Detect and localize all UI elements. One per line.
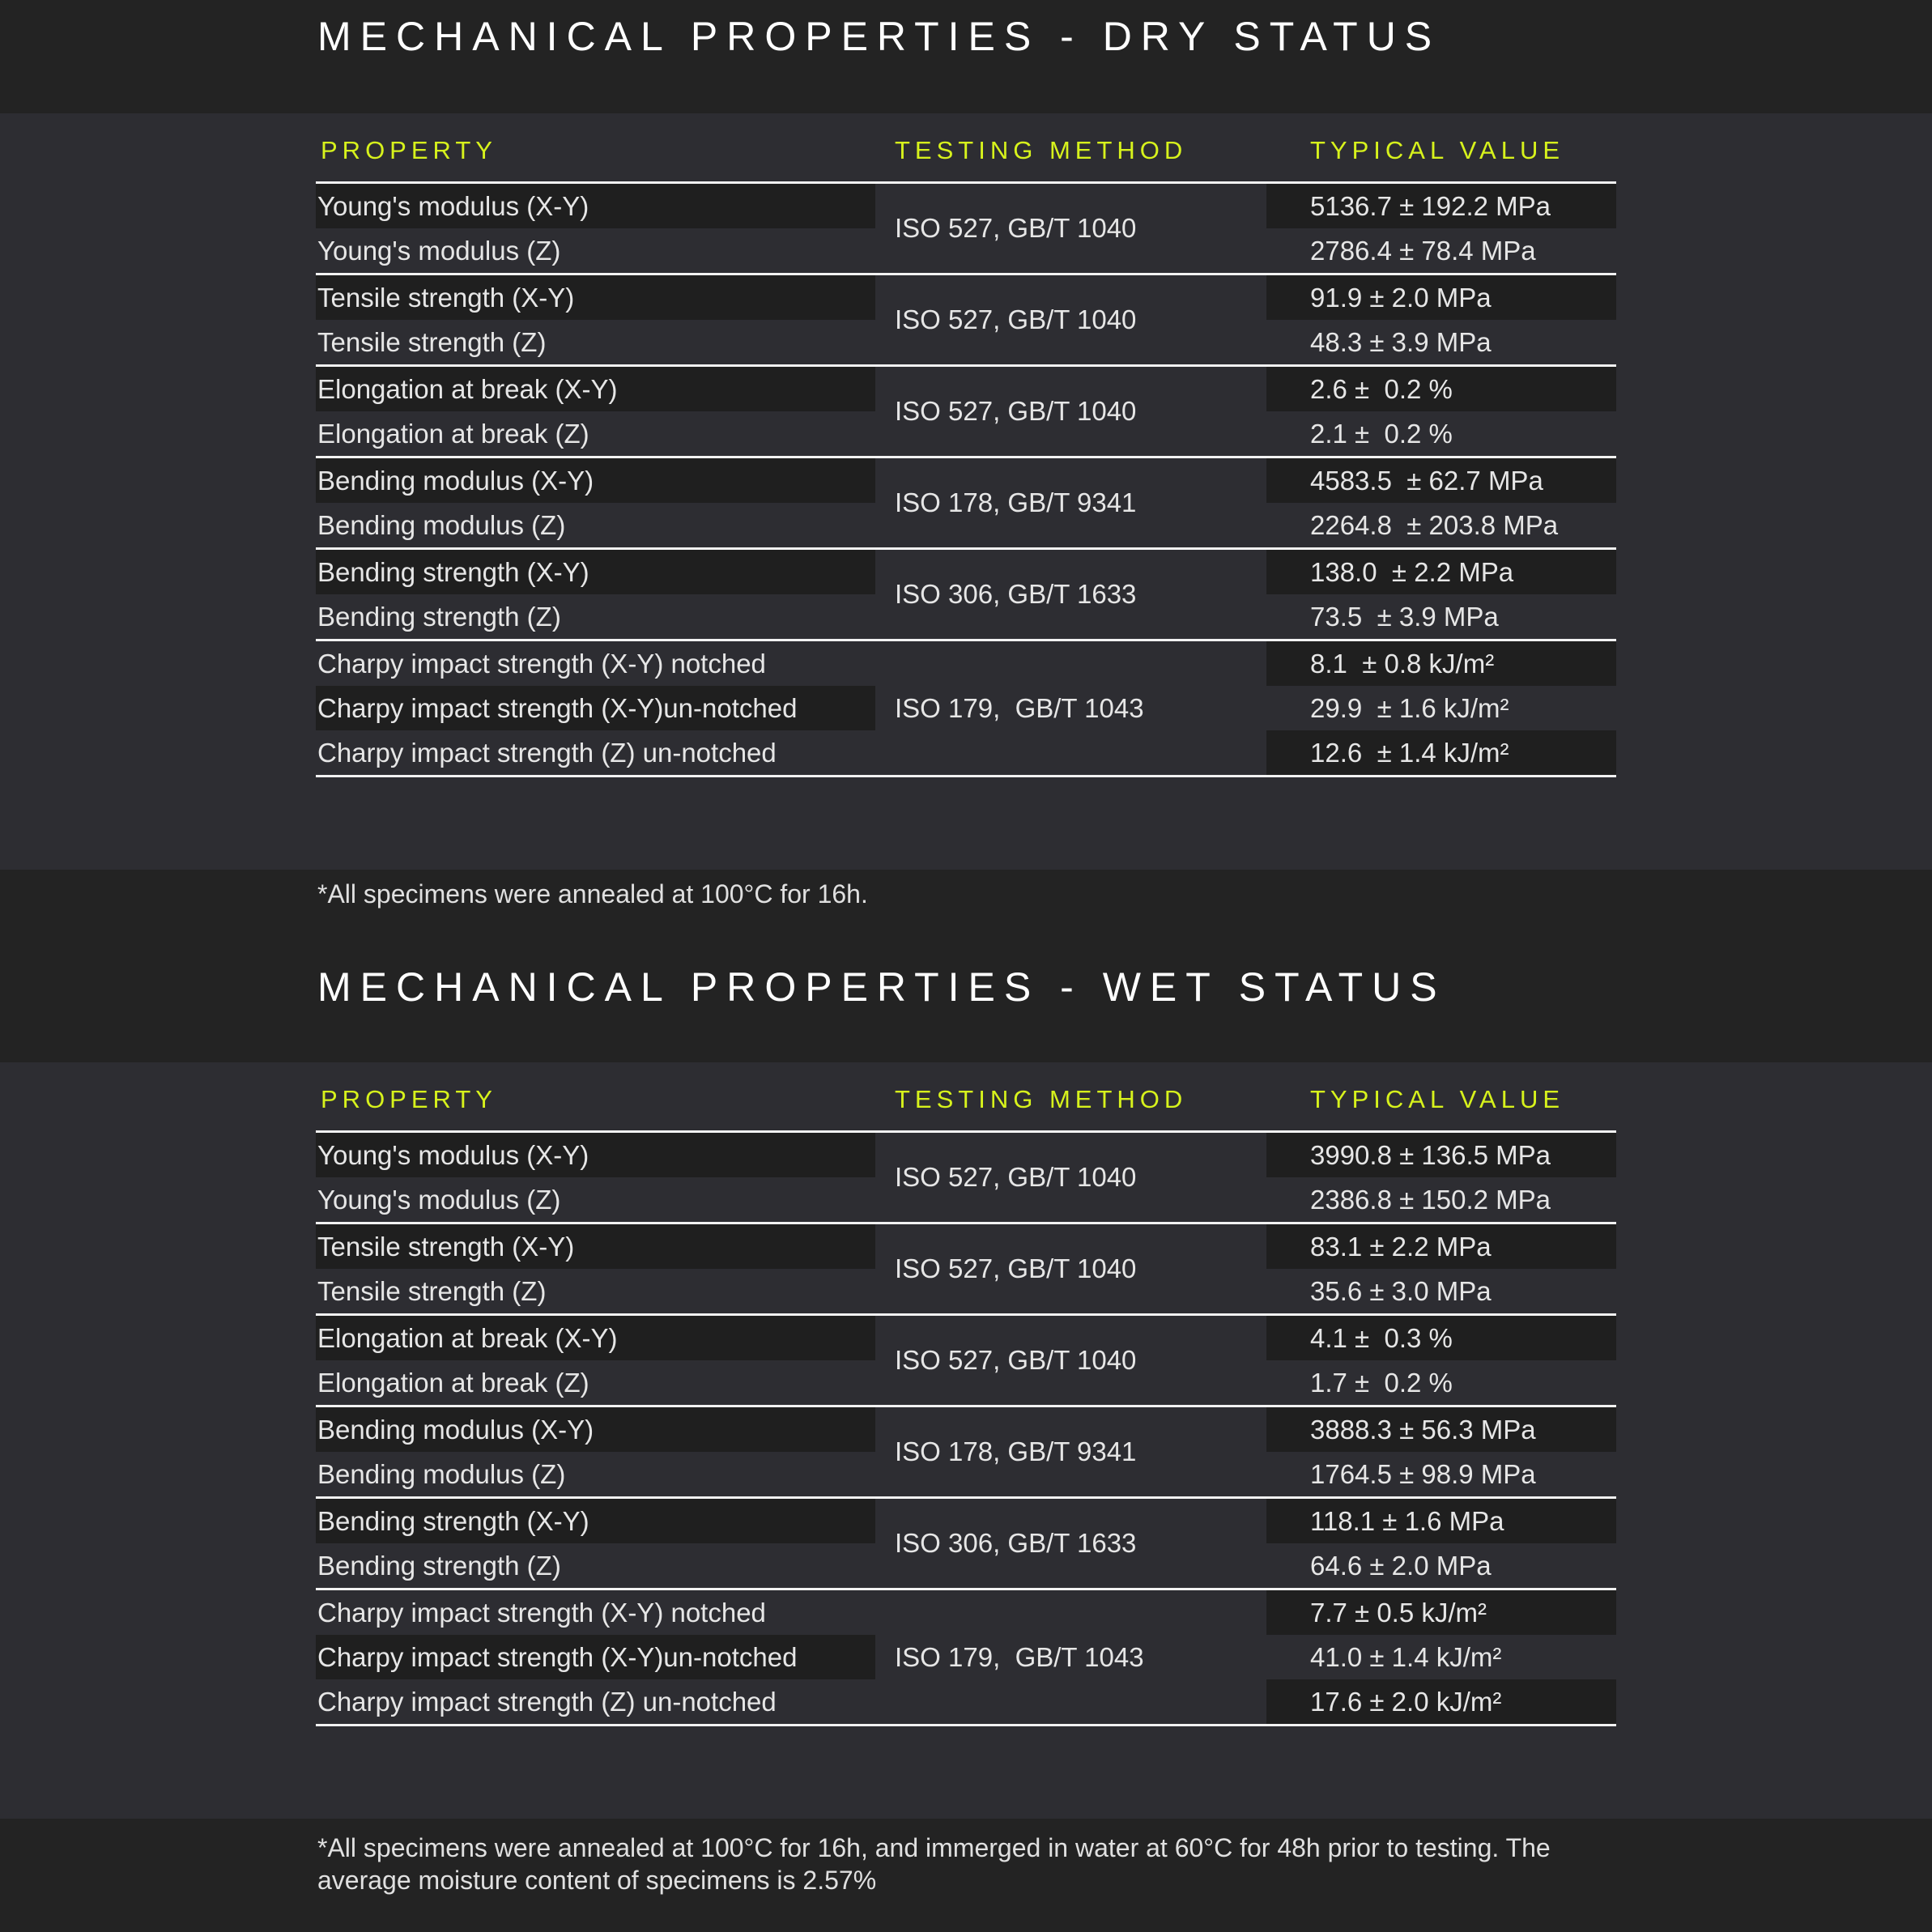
value-cell: 73.5 ± 3.9 MPa (1310, 602, 1499, 632)
value-cell: 4583.5 ± 62.7 MPa (1310, 466, 1543, 496)
property-cell: Charpy impact strength (X-Y) notched (317, 649, 766, 679)
value-cell: 3888.3 ± 56.3 MPa (1310, 1415, 1536, 1445)
value-cell: 2.6 ± 0.2 % (1310, 374, 1453, 404)
dry-section-title: MECHANICAL PROPERTIES - DRY STATUS (317, 14, 1441, 59)
property-cell: Elongation at break (Z) (317, 1368, 589, 1398)
dry-title-band (0, 0, 1932, 113)
method-cell: ISO 527, GB/T 1040 (895, 396, 1137, 426)
wet-footnote: *All specimens were annealed at 100°C for 16h, and immerged in water at 60°C for 48h prior to testing. The average moisture content of specimens is 2.57% (317, 1833, 1551, 1895)
wet-group-tensile-strength (316, 1222, 1616, 1313)
method-cell: ISO 527, GB/T 1040 (895, 213, 1137, 243)
method-cell: ISO 527, GB/T 1040 (895, 304, 1137, 334)
value-cell: 29.9 ± 1.6 kJ/m² (1310, 693, 1509, 723)
method-cell: ISO 527, GB/T 1040 (895, 1162, 1137, 1192)
value-cell: 4.1 ± 0.3 % (1310, 1323, 1453, 1353)
value-cell: 83.1 ± 2.2 MPa (1310, 1232, 1492, 1262)
dry-group-tensile-strength (316, 273, 1616, 364)
property-cell: Young's modulus (X-Y) (317, 191, 589, 221)
dry-group-elongation (316, 364, 1616, 456)
property-cell: Bending modulus (Z) (317, 510, 566, 540)
value-cell: 17.6 ± 2.0 kJ/m² (1310, 1687, 1502, 1717)
wet-group-charpy-impact (316, 1588, 1616, 1726)
header-testing-method: TESTING METHOD (895, 1085, 1188, 1113)
value-cell: 35.6 ± 3.0 MPa (1310, 1276, 1492, 1306)
property-cell: Bending modulus (Z) (317, 1459, 566, 1489)
dry-table-band (0, 113, 1932, 870)
value-cell: 12.6 ± 1.4 kJ/m² (1310, 738, 1509, 768)
value-cell: 2264.8 ± 203.8 MPa (1310, 510, 1559, 540)
property-cell: Elongation at break (X-Y) (317, 1323, 618, 1353)
property-cell: Elongation at break (X-Y) (317, 374, 618, 404)
wet-group-bending-strength (316, 1496, 1616, 1588)
wet-group-elongation (316, 1313, 1616, 1405)
property-cell: Young's modulus (Z) (317, 1185, 561, 1215)
property-cell: Bending strength (Z) (317, 602, 561, 632)
wet-group-youngs-modulus (316, 1130, 1616, 1222)
property-cell: Charpy impact strength (Z) un-notched (317, 1687, 777, 1717)
header-property: PROPERTY (321, 136, 497, 164)
wet-table-band (0, 1062, 1932, 1819)
header-typical-value: TYPICAL VALUE (1310, 1085, 1565, 1113)
value-cell: 91.9 ± 2.0 MPa (1310, 283, 1492, 313)
property-cell: Tensile strength (Z) (317, 1276, 547, 1306)
value-cell: 2786.4 ± 78.4 MPa (1310, 236, 1536, 266)
method-cell: ISO 178, GB/T 9341 (895, 1436, 1137, 1466)
method-cell: ISO 527, GB/T 1040 (895, 1253, 1137, 1283)
header-testing-method: TESTING METHOD (895, 136, 1188, 164)
dry-table-header (316, 113, 1616, 181)
property-cell: Tensile strength (X-Y) (317, 1232, 575, 1262)
header-typical-value: TYPICAL VALUE (1310, 136, 1565, 164)
method-cell: ISO 178, GB/T 9341 (895, 487, 1137, 517)
value-cell: 8.1 ± 0.8 kJ/m² (1310, 649, 1495, 679)
property-cell: Charpy impact strength (X-Y)un-notched (317, 693, 798, 723)
value-cell: 7.7 ± 0.5 kJ/m² (1310, 1598, 1487, 1628)
value-cell: 1764.5 ± 98.9 MPa (1310, 1459, 1536, 1489)
wet-table-header (316, 1062, 1616, 1130)
property-cell: Charpy impact strength (X-Y)un-notched (317, 1642, 798, 1672)
value-cell: 48.3 ± 3.9 MPa (1310, 327, 1492, 357)
property-cell: Bending modulus (X-Y) (317, 466, 594, 496)
dry-group-bending-modulus (316, 456, 1616, 547)
value-cell: 118.1 ± 1.6 MPa (1310, 1506, 1504, 1536)
header-property: PROPERTY (321, 1085, 497, 1113)
value-cell: 41.0 ± 1.4 kJ/m² (1310, 1642, 1502, 1672)
value-cell: 64.6 ± 2.0 MPa (1310, 1551, 1492, 1581)
property-cell: Elongation at break (Z) (317, 419, 589, 449)
wet-title-band (0, 951, 1932, 1062)
property-cell: Bending strength (X-Y) (317, 1506, 589, 1536)
property-cell: Young's modulus (Z) (317, 236, 561, 266)
method-cell: ISO 179, GB/T 1043 (895, 692, 1144, 723)
method-cell: ISO 179, GB/T 1043 (895, 1641, 1144, 1672)
property-cell: Bending strength (X-Y) (317, 557, 589, 587)
value-cell: 2386.8 ± 150.2 MPa (1310, 1185, 1551, 1215)
method-cell: ISO 306, GB/T 1633 (895, 579, 1137, 609)
value-cell: 138.0 ± 2.2 MPa (1310, 557, 1514, 587)
dry-group-charpy-impact (316, 639, 1616, 777)
wet-section-title: MECHANICAL PROPERTIES - WET STATUS (317, 964, 1446, 1010)
dry-properties-table (316, 113, 1616, 777)
property-cell: Bending modulus (X-Y) (317, 1415, 594, 1445)
value-cell: 5136.7 ± 192.2 MPa (1310, 191, 1551, 221)
property-cell: Tensile strength (Z) (317, 327, 547, 357)
method-cell: ISO 306, GB/T 1633 (895, 1528, 1137, 1558)
value-cell: 2.1 ± 0.2 % (1310, 419, 1453, 449)
property-cell: Bending strength (Z) (317, 1551, 561, 1581)
property-cell: Charpy impact strength (Z) un-notched (317, 738, 777, 768)
dry-group-youngs-modulus (316, 181, 1616, 273)
property-cell: Tensile strength (X-Y) (317, 283, 575, 313)
wet-properties-table (316, 1062, 1616, 1726)
dry-footnote: *All specimens were annealed at 100°C for 16h. (317, 879, 868, 909)
wet-group-bending-modulus (316, 1405, 1616, 1496)
property-cell: Charpy impact strength (X-Y) notched (317, 1598, 766, 1628)
method-cell: ISO 527, GB/T 1040 (895, 1345, 1137, 1375)
dry-group-bending-strength (316, 547, 1616, 639)
value-cell: 3990.8 ± 136.5 MPa (1310, 1140, 1551, 1170)
property-cell: Young's modulus (X-Y) (317, 1140, 589, 1170)
value-cell: 1.7 ± 0.2 % (1310, 1368, 1453, 1398)
